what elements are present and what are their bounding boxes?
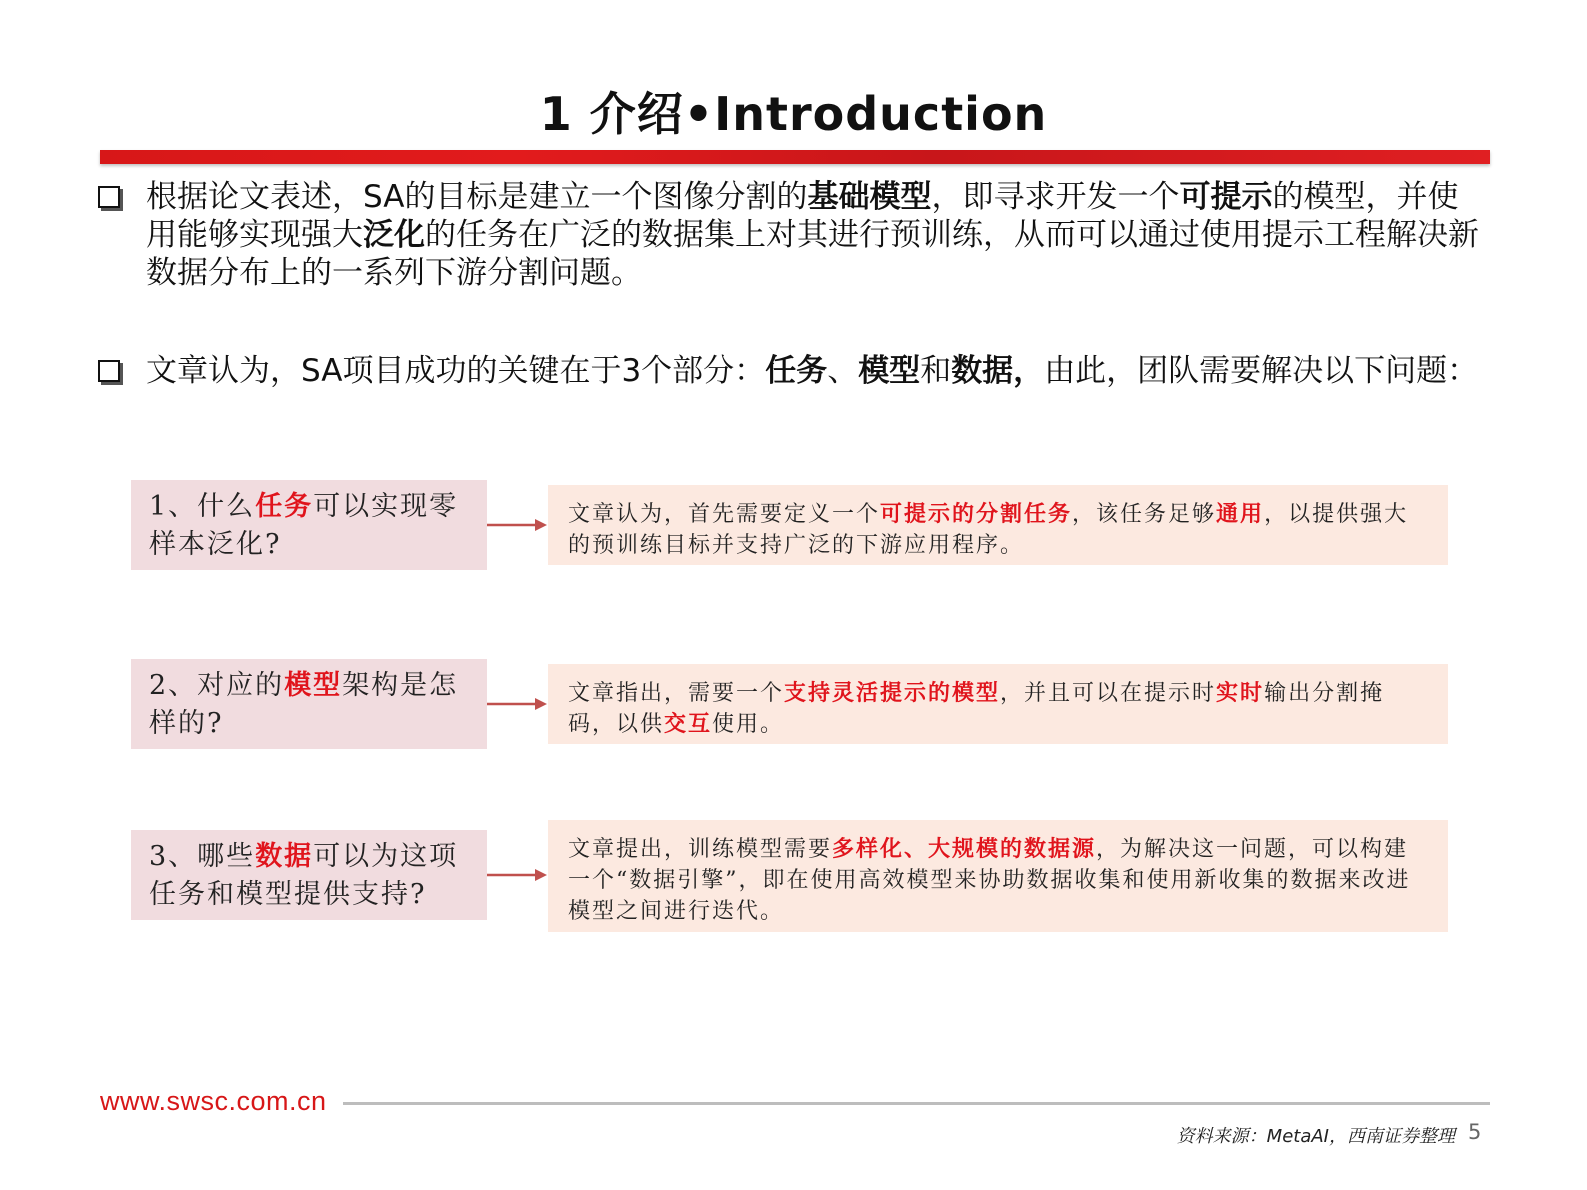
footer-website-link[interactable]: www.swsc.com.cn	[100, 1086, 327, 1116]
answer-highlight: 通用	[1216, 501, 1265, 527]
bullet-2-emphasis: 数据，	[951, 353, 1045, 389]
bullet-2-text-part: 和	[920, 353, 952, 389]
question-highlight: 数据	[255, 841, 314, 872]
question-highlight: 模型	[284, 670, 343, 701]
question-box-model	[131, 659, 487, 749]
checkbox-bullet-icon	[98, 186, 120, 208]
bullet-1-emphasis: 泛化	[363, 217, 425, 253]
bullet-2-text	[146, 352, 1506, 390]
question-box-data	[131, 830, 487, 920]
title-underline-bar	[100, 150, 1490, 164]
bullet-1-text-part: 的模型，并使用能够实现强大	[146, 179, 1459, 253]
answer-text: 输出分割掩码，以供	[568, 681, 1385, 737]
answer-highlight: 交互	[664, 711, 713, 737]
bullet-1-text-part: ，即寻求开发一个	[931, 179, 1180, 215]
bullet-2-text-part: 由此，团队需要解决以下问题：	[1044, 353, 1479, 389]
bullet-1-emphasis: 可提示	[1179, 179, 1273, 215]
question-text: 1、什么	[149, 491, 256, 522]
bullet-2-text-part: 、	[827, 353, 859, 389]
bullet-point-2	[98, 352, 1498, 394]
answer-box-task	[548, 485, 1448, 565]
page-title: 1 介绍•Introduction	[539, 87, 1048, 141]
answer-highlight: 支持灵活提示的模型	[784, 680, 1001, 706]
bullet-1-text-part: 根据论文表述，SA的目标是建立一个图像分割的	[146, 179, 808, 215]
answer-text: 文章提出，训练模型需要	[568, 837, 833, 862]
answer-text: ，以提供强大的预训练目标并支持广泛的下游应用程序。	[568, 502, 1409, 558]
page-number: 5	[1468, 1120, 1482, 1144]
bullet-1-text	[146, 178, 1486, 292]
bullet-point-1	[98, 178, 1498, 298]
answer-box-model	[548, 664, 1448, 744]
answer-text: 使用。	[712, 712, 785, 737]
question-text: 2、对应的	[149, 670, 285, 701]
answer-highlight: 多样化、大规模的数据源	[832, 836, 1097, 862]
bullet-2-text-part: 文章认为，SA项目成功的关键在于3个部分：	[146, 353, 766, 389]
footer-divider	[343, 1102, 1490, 1105]
question-text: 可以实现零样本泛化?	[149, 491, 459, 560]
bullet-2-emphasis: 任务	[765, 353, 828, 389]
answer-text: ，该任务足够	[1072, 502, 1217, 527]
bullet-1-text-part: 的任务在广泛的数据集上对其进行预训练，从而可以通过使用提示工程解决新数据分布上的一系列下游分割问题。	[146, 217, 1479, 291]
question-text: 3、哪些	[149, 841, 256, 872]
bullet-2-emphasis: 模型	[858, 353, 921, 389]
source-note: 资料来源：MetaAI，西南证券整理	[1176, 1126, 1455, 1147]
bullet-1-emphasis: 基础模型	[807, 179, 932, 215]
question-text: 架构是怎样的?	[149, 670, 459, 739]
arrow-right-icon	[487, 518, 547, 532]
arrow-right-icon	[487, 697, 547, 711]
answer-highlight: 可提示的分割任务	[880, 501, 1073, 527]
answer-text: 文章认为，首先需要定义一个	[568, 502, 881, 527]
checkbox-bullet-icon	[98, 360, 120, 382]
question-text: 可以为这项任务和模型提供支持?	[149, 841, 459, 910]
answer-text: 文章指出，需要一个	[568, 681, 785, 706]
answer-text: ，为解决这一问题，可以构建一个“数据引擎”，即在使用高效模型来协助数据收集和使用新收集的数据来改进模型之间进行迭代。	[568, 837, 1411, 924]
answer-text: ，并且可以在提示时	[1000, 681, 1217, 706]
question-highlight: 任务	[255, 491, 314, 522]
question-box-task	[131, 480, 487, 570]
answer-highlight: 实时	[1216, 680, 1265, 706]
arrow-right-icon	[487, 868, 547, 882]
answer-box-data	[548, 820, 1448, 932]
